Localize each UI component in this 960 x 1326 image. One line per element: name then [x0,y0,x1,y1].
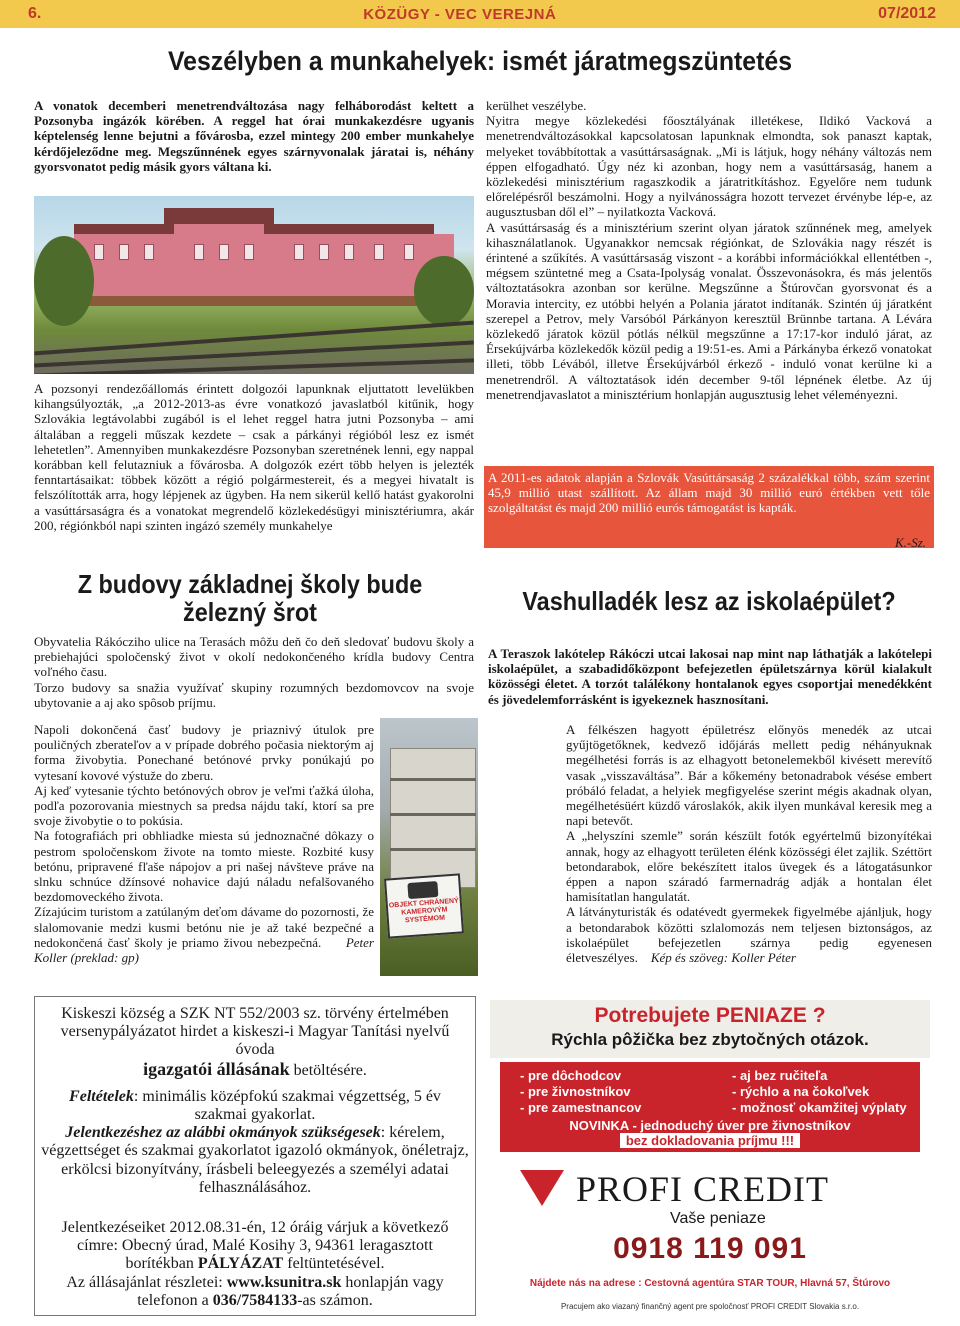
job-documents: Jelentkezéshez az alábbi okmányok szükségesek: kérelem, végzettséget és szakmai gyakorlatot igazoló okmányok, önéletrajz, erkölcsi bizonyítvány, írásbeli beleegyezés a személyi adatai felhasználásához. [41,1124,469,1196]
job-phone: 036/7584133 [212,1291,298,1309]
credit-ad-line2: Rýchla pôžička bez zbytočných otázok. [551,1030,869,1049]
article2-p5: Na fotografiách pri obhliadke miesta sú jednoznačné dôkazy o pestrom spoločenskom živote na tomto mieste. Rozbité kusy betónu, pripravené fľaše nápojov a pri našej návšteve práve na slnku schnúce džínsové nohavice dajú náladu nefalšovaného bezdomoveckého života. [34,828,374,905]
article2-credit: Peter Koller (preklad: gp) [34,934,374,966]
article2-intro [34,634,474,710]
credit-left-list: - pre dôchodcov - pre živnostníkov - pre zamestnancov [520,1068,642,1115]
article2-p3: Napoli dokončená časť budovy je priaznivý útulok pre pouličných zberateľov a v prípade dobrého počasia niektorým aj forma živobytia. Ponechané betónové prvky ponúkajú po vytesaní kovové výstuže do zberu. [34,722,374,783]
article1-body-left: A pozsonyi rendezőállomás érintett dolgozói lapunknak eljuttatott levelükben kihangsúlyozták, „a 2012-2013-as évre vonatkozó javaslatból kitűnik, hogy Szlovákia legtávolabbi zugából is el lehet reggel hatra jutni Pozsonyba – ami általában a reggeli műszak kezdete – csak a párkányi régióból lesz ez ismét lehetetlen”. Amennyiben munkakezdésre Pozsonyban szeretnének lenni, egy nappal korábban kell felutazniuk a fővárosba. A dolgozók ezért több helyen is jelezték fenntartásaikat: többek között a régió polgármestereit, és a megyei hivatalt is felszólították arra, hogy lépjenek az ügyben. Ha nem sikerül kellő hatást gyakorolni a vasúttársaságra és a vonatokat megrendelő közlekedésügyi minisztériumra, akár 200, régiónkból napi szinten ingázó személy munkahelye [34,381,474,533]
article2-p6: Zízajúcim turistom a zatúlaným deťom dávame do pozornosti, že slalomovanie medzi kusmi betónu nie je až také bezpečné a nedokončená časť školy je priamo živou nebezpečná. Peter Koller (preklad: gp) [34,904,374,966]
article2-title: Z budovy základnej školy bude železný šrot [77,569,423,627]
article1-title: Veszélyben a munkahelyek: ismét járatmegszüntetés [167,46,793,76]
article3-p3: A látványturisták és odatévedt gyermekek figyelmébe ajánljuk, hogy a betondarabok közötti szlalomozás nem teljesen biztonságos, az iskolaépület befejezetlen szárnya pedig egyenesen életveszélyes. Kép és szöveg: Koller Péter [566,904,932,966]
credit-brand: PROFI CREDIT [576,1169,830,1209]
issue-number: 07/2012 [878,5,936,22]
camera-warning-sign [384,873,464,938]
school-ruins-photo [380,718,478,976]
logo-triangle-icon [520,1170,564,1206]
credit-slogan: Vaše peniaze [670,1210,766,1227]
article1-lead: A vonatok decemberi menetrendváltozása nagy felháborodást keltett a Pozsonyba ingázók körében. A reggel hat órai munkakezdésre ugyanis képtelenség lenne bejutni a fővárosba, ezzel mintegy 200 ember munkahelye kérdőjeleződne meg. Megszűnnének egyes szárnyvonalak járatai is, néhány gyorsvonatot pedig másik gyors váltana ki. [34,98,474,174]
camera-icon [407,881,438,899]
credit-partner-note: Pracujem ako viazaný finančný agent pre spoločnosť PROFI CREDIT Slovakia s.r.o. [560,1302,860,1311]
article2-p4: Aj keď vytesanie týchto betónových obrov je veľmi ťažká úloha, podľa pozorovania miestnych sa predsa nájdu takí, ktorí sa pre svoje živobytie o to pokúsia. [34,782,374,829]
credit-phone: 0918 119 091 [613,1232,807,1265]
credit-ad-header [490,1000,930,1058]
article3-p1: A félkészen hagyott épületrész előnyös menedék az utcai gyűjtögetőknek, kedvező időjárás mellett pedig néhányuknak megélhetési forrás is az elhagyott betonelemekből kivésett merevítő vasak „visszaváltása”. Bár a kőkemény betonadrabok vésése embert próbáló feladat, a helyiek megfigyelése szerint mégis akadnak olyan, megélhetésüért küzdő városlakók, akik ilyen munkával keresik meg a napi betevőt. [566,722,932,829]
job-website[interactable]: www.ksunitra.sk [226,1273,342,1291]
credit-novinka: NOVINKA - jednoduchý úver pre živnostníkov bez dokladovania príjmu !!! [569,1118,851,1148]
job-application: Jelentkezéseiket 2012.08.31-én, 12 óráig várjuk a következő címre: Obecný úrad, Malé Kosihy 3, 94361 leragasztott borítékban PÁLYÁZAT feltüntetésével. [61,1219,449,1273]
article3-p2: A „helyszíni szemle” során készült fotók egyértelmű bizonyítékai annak, hogy az elhagyott területen élénk közösségi élet zajlik. Széttört betondarabok, előre bekészített italos üvegek és a látogatásunkor éppen a napon száradó farmernadrág adják a hontalan élet hamisítatlan hangulatát. [566,828,932,905]
profi-credit-logo [520,1168,900,1216]
article2-p1: Obyvatelia Rákócziho ulice na Terasách môžu deň čo deň sledovať budovu školy a prebiehajúci spoločenský život v okolí nedokončeného krídla budovy Centra voľného času. [34,634,474,680]
job-advertisement [34,996,476,1316]
article2-body [34,722,374,965]
article3-body [566,722,932,965]
article3-lead: A Teraszok lakótelep Rákóczi utcai lakosai nap mint nap láthatják a lakótelepi iskolaépület, a szabadidőközpont befejezetlen épületszárnya körül kialakult közösségi életet. A torzót találékony hontalanok egyes csoportjai menedékként és jövedelemforrásként is igyekeznek hasznosítani. [488,646,932,707]
stats-box-text: A 2011-es adatok alapján a Szlovák Vasúttársaság 2 százalékkal több, szám szerint 45,9 millió utast szállított. Az állam majd 30 millió euró értékben vett tőle szolgáltatást és majd 200 millió eurós támogatást is kapták. [488,470,930,516]
article3-title: Vashulladék lesz az iskolaépület? [522,586,896,616]
credit-right-list: - aj bez ručiteľa - rýchlo a na čokoľvek - možnosť okamžitej výplaty [732,1068,907,1115]
station-photo [34,196,474,374]
sign-text: OBJEKT CHRÁNENÝ KAMEROVÝM SYSTÉMOM [388,897,459,925]
job-intro: Kiskeszi község a SZK NT 552/2003 sz. törvény értelmében versenypályázatot hirdet a kiskeszi-i Magyar Tanítási nyelvű óvoda igazgatói állásának betöltésére. [60,1005,450,1079]
credit-address: Nájdete nás na adrese : Cestovná agentúra STAR TOUR, Hlavná 57, Štúrovo [529,1278,891,1289]
page-number: 6. [28,5,42,22]
article3-credit: Kép és szöveg: Koller Péter [650,950,796,966]
article1-signature: K.-Sz. [894,534,926,550]
job-conditions: Feltételek: minimális középfokú szakmai végzettség, 5 év szakmai gyakorlat. [69,1087,441,1124]
article1-body-right: kerülhet veszélybe. Nyitra megye közlekedési főosztályának illetékese, Ildikó Vacková a menetrendváltozásokkal kapcsolatosan lapunknak elmondta, sok panaszt kaptak, melyeket továbbítottak a vasúttársaságnak. „Mi is látjuk, hogy néhány változás nem éppen elfogadható. Úgy néz ki azonban, hogy nem a vasúttársaság, hanem a közlekedési minisztérium ragaszkodik a járatritkításhoz. Egyelőre nem tudunk előrelépésről beszámolni. Hogy a nyilvánosságra hozott tervezet érvénybe lép-e, az augusztusban dől el” – nyilatkozta Vacková. A vasúttársaság és a minisztérium szerint olyan járatok szűnnének meg, amelyek kihasználatlanok. Ugyanakkor nemcsak régiónkat, de Szlovákia nagy részét is érintené a szűkítés. A vasúttársaság viszont - a korábbi információkkal ellentétben -, mégsem szüntetné meg a Csata-Ipolyság vonalat. Összevonásokra, és más jelentős változtatásokra azonban sor kerülne. Megszűnne a Štúrovčan gyorsvonat és a Moravia intercity, ez utóbbi helyén a Polania járatot indítanák. Szintén új járatként szerepel a Petrov, mely Varsóból Párkányon keresztül Brünnbe tartana. A Lévára közlekedő járatok közül pótlás nélkül megszűnne a 17:17-kor induló járat, az Érsekújvárba közlekedők közül pedig a 19:51-es. Ami a Párkányba érkező vonatokat illeti, több Lévából, illetve Érsekújvárból érkező - induló vonat kerülne ki a menetrendről. A változtatások idén december 9-től lépnének életbe. Az új menetrendjavaslatot a minisztérium honlapján augusztusig lehet véleményezni. [486,98,932,402]
credit-ad-band [500,1062,920,1152]
job-contact: Az állásajánlat részletei: www.ksunitra.sk honlapján vagy telefonon a 036/7584133-as számon. [66,1273,444,1309]
header-bar [0,0,960,28]
article2-p2: Torzo budovy sa snažia využívať skupiny rozumných bezdomovcov na svoje ubytovanie a aj ako spôsob príjmu. [34,679,474,710]
stats-box [484,466,934,548]
credit-advertisement [490,1000,930,1322]
section-title: KÖZÜGY - VEC VEREJNÁ [363,5,557,23]
credit-ad-line1: Potrebujete PENIAZE ? [594,1004,826,1027]
